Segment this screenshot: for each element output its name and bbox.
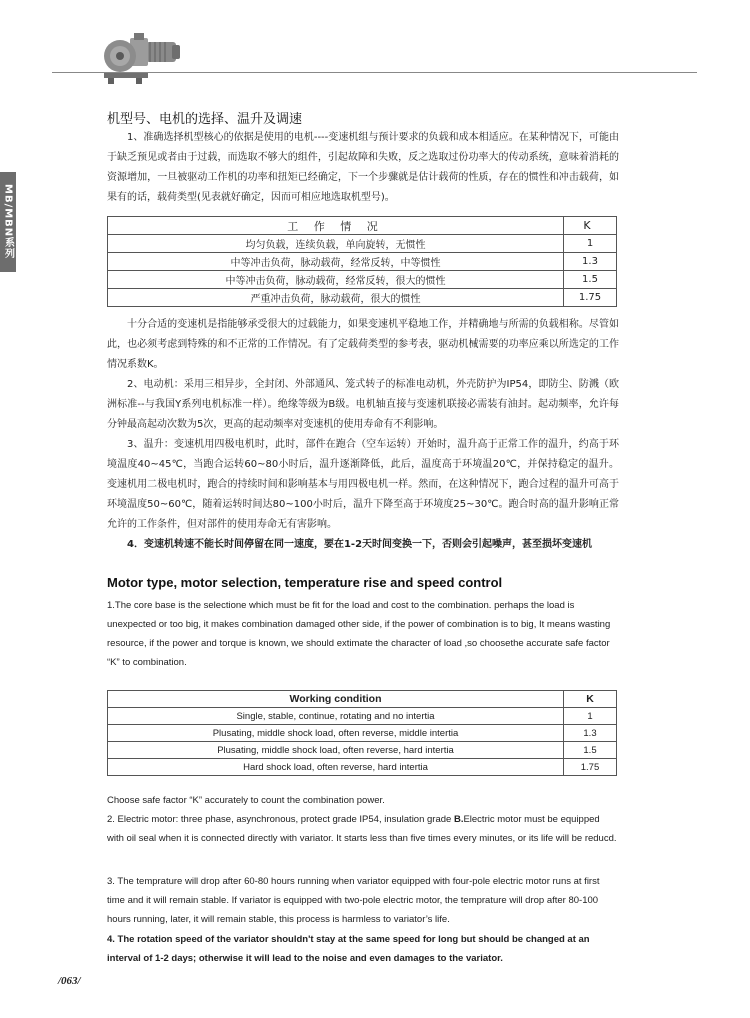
en-work-condition-table bbox=[107, 690, 617, 776]
cn-paragraph-3: 2、电动机：采用三相异步，全封闭、外部通风、笼式转子的标准电动机，外壳防护为IP54，即防尘、防溅（欧洲标准--与我国Y系列电机标准一样）。绝缘等级为B级。电机轴直接与变速机联接必需装有油封。起动频率，允许每分钟最高起动次数为5次，更高的起动频率对变速机的使用寿命有不利影响。 bbox=[107, 379, 619, 430]
table-cell-condition: 中等冲击负荷，脉动载荷，经常反转，很大的惯性 bbox=[108, 271, 564, 289]
series-side-tab-label: MB/MBN系列 bbox=[2, 184, 14, 260]
en-paragraph-3-bold: B. bbox=[453, 814, 464, 825]
table-cell-k: 1.3 bbox=[564, 725, 617, 742]
cn-work-condition-table bbox=[107, 216, 617, 307]
cn-paragraph-1: 1、准确选择机型核心的依据是使用的电机----变速机组与预计要求的负载和成本相适应。在某种情况下，可能由于缺乏预见或者由于过载，而选取不够大的组件，引起故障和失败，反之选取过份功率大的传动系统，意味着消耗的资源增加，一旦被驱动工作机的功率和扭矩已经确定，下一个步骤就是估计载荷的性质，存在的惯性和冲击载荷，如果有的话，载荷类型(见表就好确定，因而可相应地选取机型号)。 bbox=[107, 132, 619, 203]
en-paragraph-3-part-a: 2. Electric motor: three phase, asynchronous, protect grade IP54, insulation grade bbox=[107, 814, 454, 825]
table-header-row bbox=[108, 217, 617, 235]
table-cell-k: 1 bbox=[564, 708, 617, 725]
en-paragraph-3-part-c: Electric motor must be equipped with oil seal when it is connected directly with variator. It starts less than five times every minutes, or its life will be reducd. bbox=[107, 814, 617, 844]
en-paragraph-1: 1.The core base is the selectione which must be fit for the load and cost to the combination. perhaps the load is unexpected or too big, it makes combination damaged other side, if the power of combination is to big, It means wasting resource, if the power and torque is known, we should extimate the character of load ,so choosethe accurate safe factor “K” to combination. bbox=[107, 600, 611, 668]
table-header-row bbox=[108, 691, 617, 708]
table-cell-condition: Plusating, middle shock load, often reverse, middle intertia bbox=[108, 725, 564, 742]
table-row bbox=[108, 289, 617, 307]
table-cell-condition: 均匀负载，连续负载，单向旋转，无惯性 bbox=[108, 235, 564, 253]
table-cell-condition: 中等冲击负荷，脉动载荷，经常反转，中等惯性 bbox=[108, 253, 564, 271]
gearbox-motor-icon bbox=[100, 30, 182, 86]
table-cell-k: 1.3 bbox=[564, 253, 617, 271]
table-header-condition: 工 作 情 况 bbox=[108, 217, 564, 235]
table-cell-condition: 严重冲击负荷，脉动载荷，很大的惯性 bbox=[108, 289, 564, 307]
table-cell-k: 1.75 bbox=[564, 759, 617, 776]
en-paragraph-3 bbox=[107, 810, 619, 848]
table-row bbox=[108, 759, 617, 776]
cn-paragraph-5: 4．变速机转速不能长时间停留在同一速度，要在1-2天时间变换一下，否则会引起噪声，甚至损坏变速机 bbox=[127, 539, 593, 550]
page-number: /063/ bbox=[58, 975, 81, 987]
table-cell-k: 1 bbox=[564, 235, 617, 253]
table-row bbox=[108, 725, 617, 742]
header-rule bbox=[52, 72, 697, 73]
table-cell-k: 1.5 bbox=[564, 271, 617, 289]
table-cell-k: 1.5 bbox=[564, 742, 617, 759]
table-cell-condition: Single, stable, continue, rotating and no intertia bbox=[108, 708, 564, 725]
table-header-k: K bbox=[564, 691, 617, 708]
table-cell-k: 1.75 bbox=[564, 289, 617, 307]
table-cell-condition: Plusating, middle shock load, often reverse, hard intertia bbox=[108, 742, 564, 759]
table-header-k: K bbox=[564, 217, 617, 235]
cn-paragraph-4: 3、温升：变速机用四极电机时，此时，部件在跑合（空车运转）开始时，温升高于正常工作的温升，约高于环境温度40~45℃，当跑合运转60~80小时后，温升逐渐降低，此后，温度高于环境温20℃，并保持稳定的温升。变速机用二极电机时，跑合的持续时间和影响基本与用四极电机一样。然而，在这种情况下，跑合过程的温升可高于环境温度50~60℃，随着运转时间达80~100小时后，温升下降至高于环境度25~30℃。跑合时高的温升影响正常允许的工作条件，但对部件的使用寿命无有害影响。 bbox=[107, 439, 619, 530]
table-header-condition: Working condition bbox=[108, 691, 564, 708]
cn-section-heading: 机型号、电机的选择、温升及调速 bbox=[107, 112, 303, 127]
en-paragraph-2: Choose safe factor “K” accurately to count the combination power. bbox=[107, 795, 385, 806]
en-paragraph-5: 4. The rotation speed of the variator shouldn't stay at the same speed for long but should be changed at an interval of 1-2 days; otherwise it will lead to the noise and even damages to the variator. bbox=[107, 934, 590, 964]
table-row bbox=[108, 271, 617, 289]
series-side-tab bbox=[0, 172, 16, 272]
table-row bbox=[108, 253, 617, 271]
table-row bbox=[108, 742, 617, 759]
cn-paragraph-2: 十分合适的变速机是指能够承受很大的过载能力，如果变速机平稳地工作，并精确地与所需的负载相称。尽管如此，也必须考虑到特殊的和不正常的工作情况。有了定载荷类型的参考表，驱动机械需要的功率应乘以所选定的工作情况系数K。 bbox=[107, 319, 619, 370]
en-section-heading: Motor type, motor selection, temperature rise and speed control bbox=[107, 575, 503, 590]
table-row bbox=[108, 708, 617, 725]
table-row bbox=[108, 235, 617, 253]
table-cell-condition: Hard shock load, often reverse, hard intertia bbox=[108, 759, 564, 776]
en-paragraph-4: 3. The temprature will drop after 60-80 hours running when variator equipped with four-pole electric motor runs at first time and it will remain stable. If variator is equipped with two-pole electric motor, the temprature will drop after 80-100 hours running, later, it will remain stable, this process is harmless to variator’s life. bbox=[107, 876, 600, 925]
